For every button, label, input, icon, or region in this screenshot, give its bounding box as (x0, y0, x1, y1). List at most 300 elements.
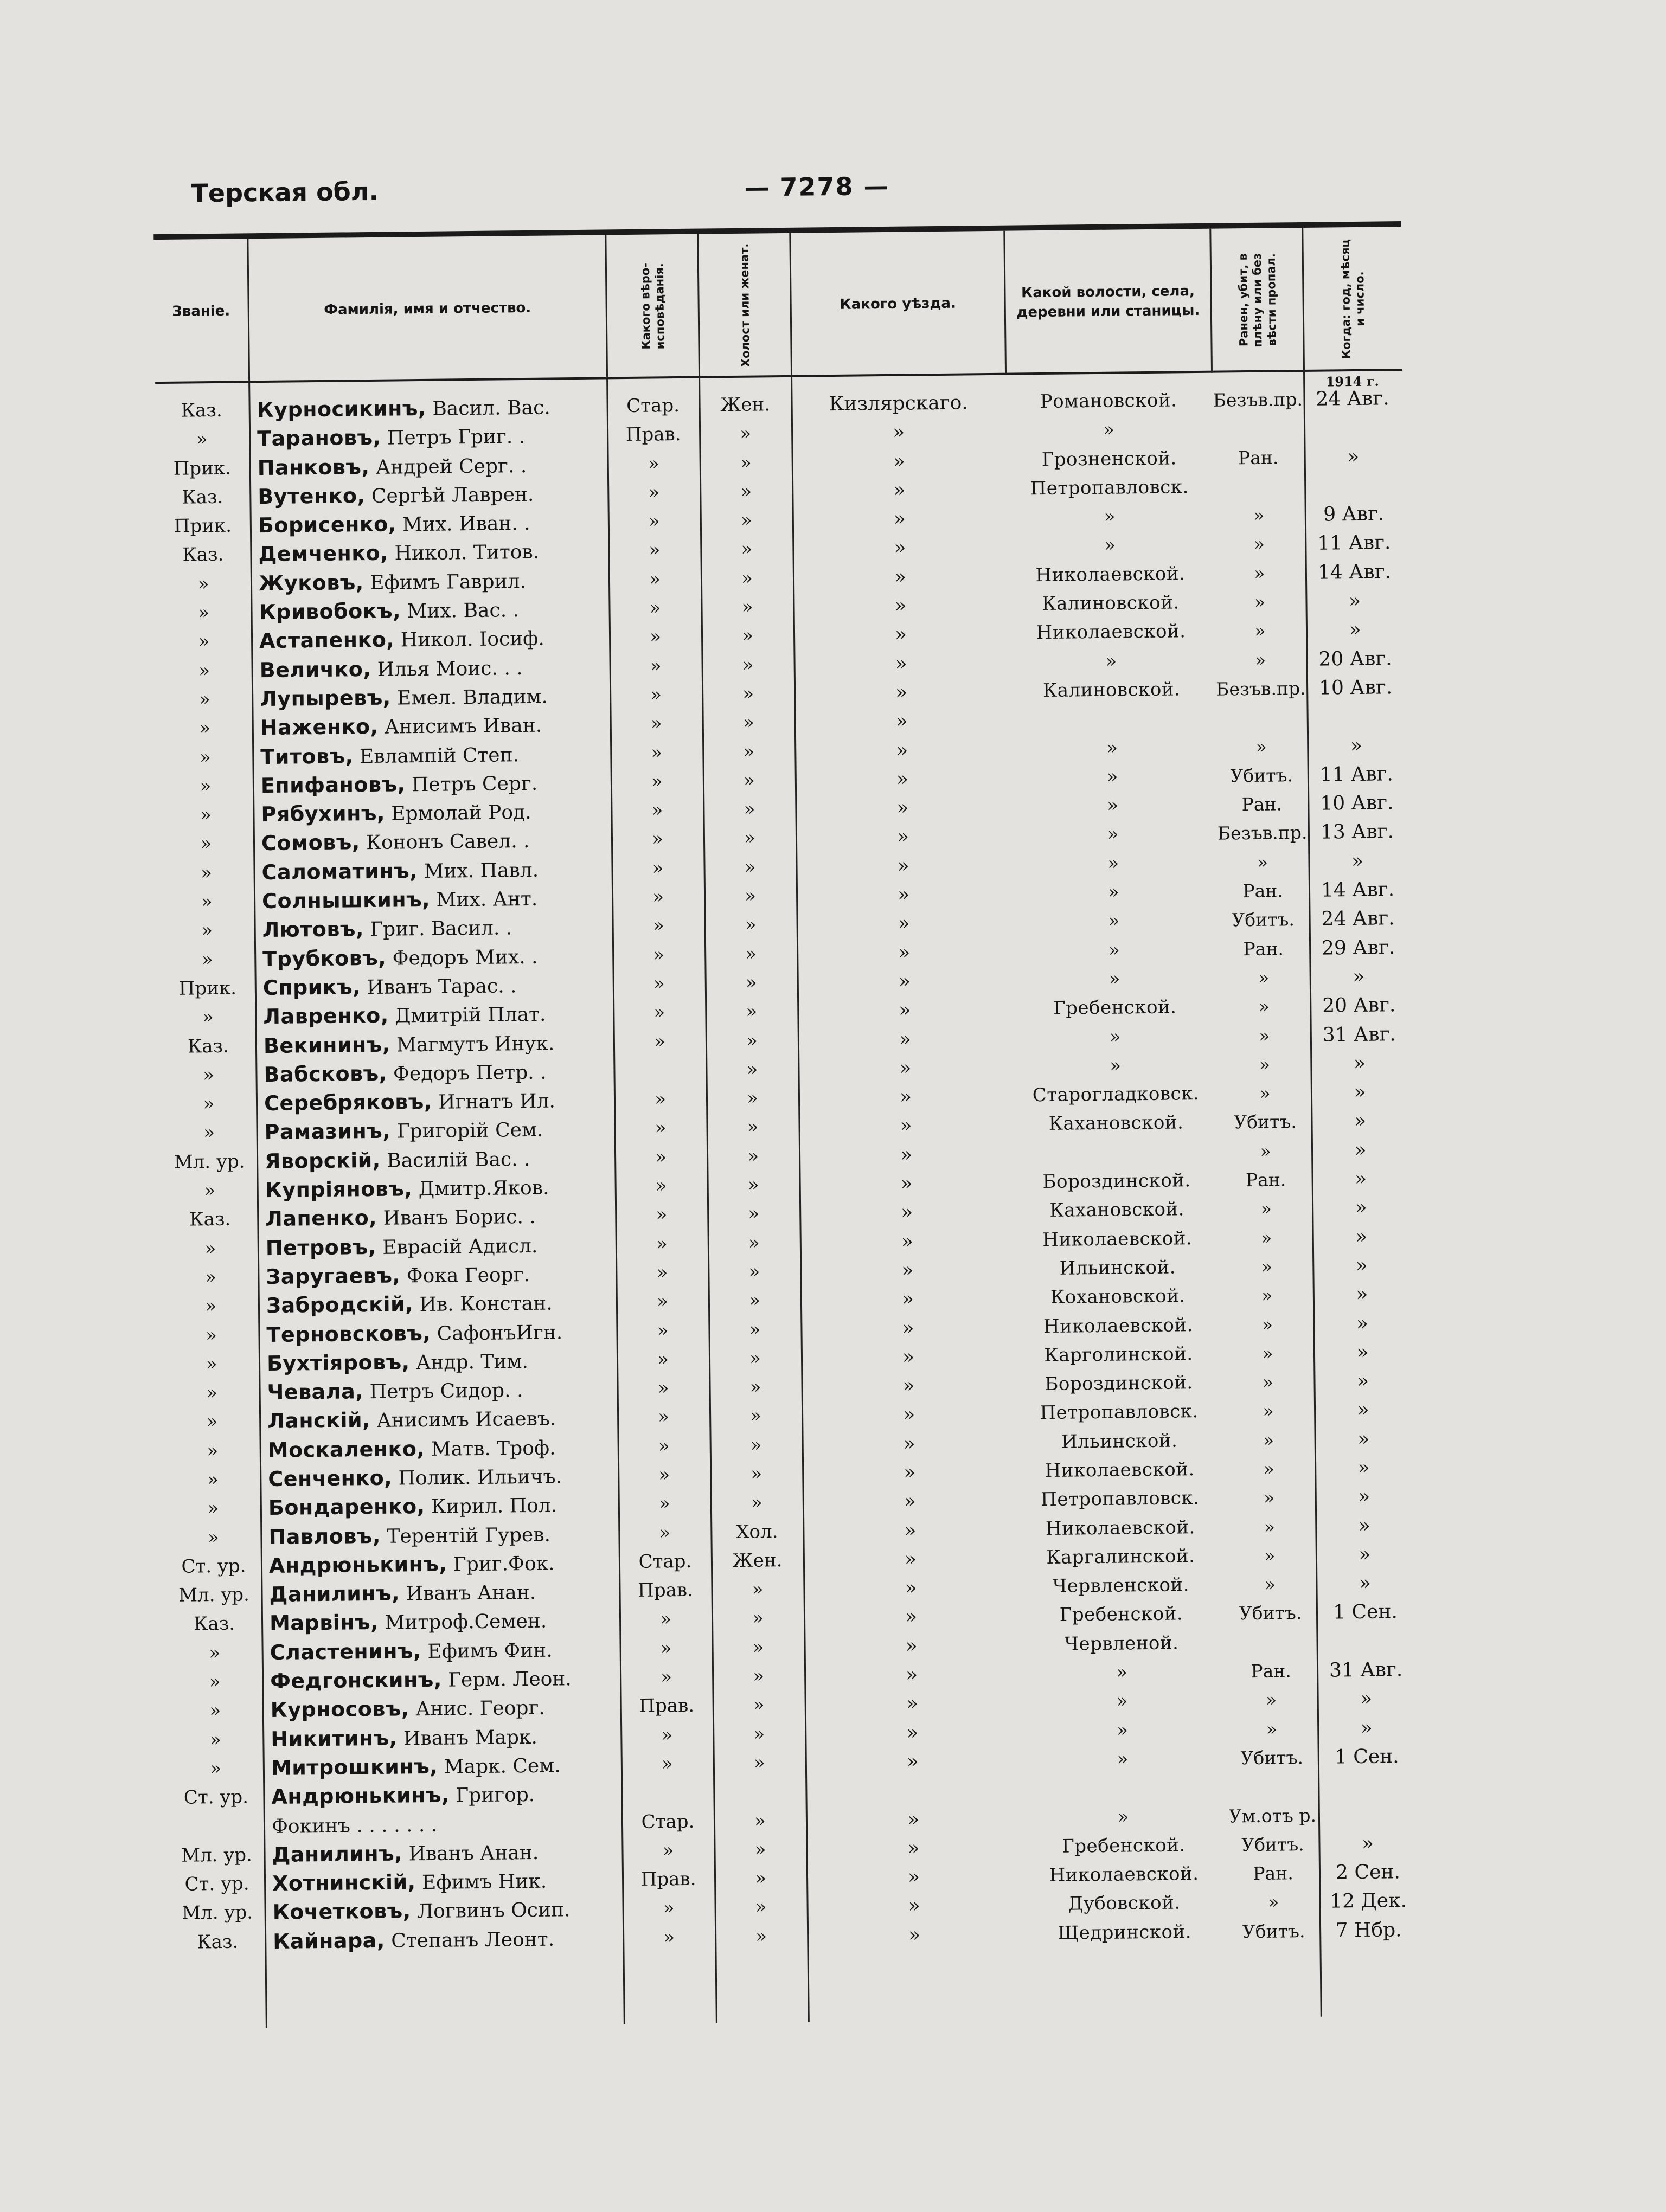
given-names: Иванъ Марк. (403, 1726, 538, 1750)
district-cell: » (907, 1837, 920, 1860)
district-cell: » (898, 941, 911, 964)
rank-cell: » (200, 804, 212, 826)
surname: Марвінъ, (269, 1610, 379, 1636)
given-names: Мих. Иван. . (402, 512, 530, 536)
faith-cell: » (653, 973, 665, 995)
surname: Андрюнькинъ, (271, 1783, 450, 1809)
surname: Федгонскинъ, (270, 1667, 442, 1694)
family-cell: » (747, 1174, 759, 1196)
fate-cell: » (1264, 1516, 1276, 1538)
faith-cell: » (651, 799, 663, 821)
rank-cell: Мл. ур. (174, 1150, 245, 1173)
fate-cell: » (1263, 1458, 1275, 1480)
district-cell: » (906, 1692, 918, 1715)
faith-cell: » (658, 1464, 670, 1486)
volost-cell: Ильинской. (1059, 1256, 1176, 1279)
faith-cell: » (648, 510, 660, 532)
surname: Векининъ, (263, 1032, 390, 1058)
district-cell: » (896, 796, 909, 819)
fate-cell: Убитъ. (1234, 1111, 1297, 1133)
date-cell: 24 Авг. (1321, 907, 1395, 930)
faith-cell: Прав. (637, 1579, 694, 1602)
fate-cell: » (1254, 649, 1266, 671)
faith-cell: » (659, 1608, 672, 1630)
family-cell: » (754, 1838, 766, 1861)
rank-cell: » (199, 717, 211, 740)
rank-cell: » (209, 1700, 221, 1722)
fate-cell: Убитъ. (1230, 764, 1293, 787)
family-cell: » (741, 567, 753, 589)
name-cell (266, 1924, 622, 1957)
fate-cell: » (1258, 967, 1270, 988)
given-names: Иванъ Борис. . (383, 1206, 536, 1230)
faith-cell: Прав. (640, 1868, 696, 1891)
volost-cell: » (1108, 910, 1120, 933)
date-cell: 31 Авг. (1329, 1658, 1403, 1682)
family-cell: » (751, 1463, 762, 1485)
surname: Митрошкинъ, (271, 1754, 438, 1780)
district-cell: » (896, 739, 908, 762)
given-names: Андр. Тим. (415, 1350, 529, 1374)
district-cell: » (906, 1750, 919, 1773)
rank-cell: » (198, 659, 210, 681)
given-names: Илья Моис. . . (377, 657, 523, 681)
volost-cell: » (1116, 1690, 1129, 1713)
family-cell: » (744, 827, 756, 850)
family-cell: » (741, 596, 753, 618)
date-cell: 31 Авг. (1322, 1023, 1396, 1046)
faith-cell: » (663, 1926, 675, 1949)
fate-cell: Ран. (1241, 793, 1283, 815)
given-names: Герм. Леон. (448, 1668, 572, 1692)
given-names: Фока Георг. (406, 1263, 530, 1288)
name-cell (254, 797, 610, 830)
column-header-date-label: Когда: год, мѣсяц и число. (1338, 239, 1367, 359)
rank-cell: » (200, 861, 213, 884)
district-cell: » (905, 1605, 918, 1629)
name-cell (264, 1721, 620, 1754)
fate-cell: » (1262, 1342, 1273, 1364)
surname: Жуковъ, (258, 570, 364, 595)
date-cell: 12 Дек. (1329, 1889, 1407, 1913)
given-names: Фокинъ . . . . . . . (271, 1814, 438, 1838)
given-names: Никол. Іосиф. (400, 628, 544, 652)
name-cell (261, 1461, 617, 1494)
faith-cell: » (657, 1319, 669, 1342)
column-header-date (1303, 229, 1402, 369)
volost-cell: Грозненской. (1041, 447, 1177, 471)
family-cell: » (746, 1058, 758, 1081)
district-cell: » (897, 883, 910, 906)
family-cell: » (740, 480, 752, 503)
date-cell: » (1356, 1369, 1369, 1393)
name-cell (260, 1346, 616, 1379)
name-cell (261, 1432, 617, 1465)
casualty-table-body (155, 384, 1419, 1957)
rank-cell: » (200, 775, 212, 798)
district-cell: » (902, 1317, 914, 1340)
district-cell: » (894, 537, 906, 560)
date-cell: 20 Авг. (1318, 647, 1392, 671)
faith-cell: Прав. (639, 1695, 695, 1718)
family-cell: » (740, 452, 752, 474)
given-names: Андрей Серг. . (375, 454, 527, 479)
rank-cell: » (207, 1526, 220, 1548)
surname: Москаленко, (267, 1436, 425, 1462)
family-cell: » (750, 1434, 762, 1456)
volost-cell: Гребенской. (1053, 996, 1177, 1020)
family-cell: » (752, 1636, 764, 1658)
name-cell (258, 1085, 613, 1118)
volost-cell: Щедринской. (1058, 1920, 1192, 1944)
district-cell: » (896, 826, 909, 848)
given-names: Дмитрій Плат. (394, 1003, 546, 1027)
given-names: Анис. Георг. (415, 1697, 545, 1721)
family-cell: » (747, 1116, 759, 1139)
surname: Вутенко, (258, 483, 366, 509)
volost-cell: Романовской. (1040, 389, 1177, 413)
date-cell: » (1351, 850, 1364, 872)
family-cell: » (746, 1030, 758, 1052)
family-cell: Жен. (720, 394, 771, 416)
family-cell: » (746, 1000, 758, 1023)
rank-cell: » (210, 1757, 222, 1780)
name-cell (252, 565, 608, 599)
given-names: Иванъ Анан. (408, 1841, 539, 1866)
surname: Курносикинъ, (257, 396, 427, 422)
surname: Сенченко, (268, 1465, 393, 1491)
family-cell: » (745, 914, 757, 936)
given-names: Ив. Констан. (419, 1292, 553, 1316)
name-cell (259, 1259, 615, 1292)
name-cell (264, 1663, 619, 1696)
family-cell: » (741, 625, 754, 647)
given-names: Мих. Вас. . (407, 599, 520, 623)
date-cell: » (1357, 1399, 1369, 1422)
faith-cell: » (657, 1348, 669, 1371)
fate-cell: » (1263, 1429, 1274, 1451)
fate-cell: Убитъ. (1232, 909, 1295, 931)
date-cell: » (1356, 1341, 1369, 1364)
name-cell (262, 1548, 618, 1581)
family-cell: » (755, 1925, 767, 1947)
volost-cell: Кахановской. (1048, 1111, 1184, 1135)
volost-cell: » (1107, 852, 1119, 874)
fate-cell: » (1264, 1545, 1276, 1566)
given-names: Марк. Сем. (444, 1754, 561, 1778)
name-cell (251, 421, 606, 454)
faith-cell: » (653, 1001, 665, 1024)
date-cell: » (1348, 589, 1361, 613)
rank-cell: » (206, 1411, 218, 1433)
fate-cell: » (1260, 1140, 1271, 1162)
volost-cell: Калиновской. (1042, 678, 1181, 702)
fate-cell: » (1259, 1053, 1271, 1075)
faith-cell: » (651, 741, 663, 764)
volost-cell: » (1117, 1806, 1130, 1828)
date-cell: » (1359, 1543, 1371, 1566)
family-cell: » (749, 1347, 761, 1369)
surname: Солнышкинъ, (261, 887, 431, 914)
name-cell (257, 970, 612, 1003)
faith-cell: » (655, 1175, 667, 1197)
fate-cell: » (1254, 591, 1266, 613)
given-names: Федоръ Мих. . (392, 946, 538, 970)
volost-cell: Карголинской. (1044, 1342, 1193, 1366)
fate-cell: Ран. (1243, 938, 1284, 960)
name-cell (253, 652, 608, 685)
surname: Никитинъ, (271, 1726, 398, 1751)
family-cell: » (747, 1145, 759, 1167)
column-header-fate (1211, 230, 1303, 370)
given-names: Петръ Серг. (411, 772, 538, 796)
faith-cell: » (660, 1637, 672, 1660)
given-names: Василій Вас. . (386, 1148, 530, 1172)
family-cell: » (742, 683, 754, 705)
name-cell (258, 1115, 613, 1148)
name-cell (262, 1490, 618, 1523)
family-cell: » (753, 1752, 765, 1774)
surname: Серебряковъ, (264, 1089, 432, 1116)
rank-cell: » (197, 573, 209, 595)
given-names: Ермолай Род. (391, 801, 531, 825)
faith-cell: » (656, 1204, 668, 1226)
column-header-family (699, 236, 791, 375)
rank-cell: » (198, 689, 210, 711)
rank-cell: » (203, 1122, 215, 1144)
surname: Лавренко, (263, 1003, 389, 1029)
volost-cell: » (1117, 1748, 1129, 1770)
faith-cell: » (652, 886, 664, 908)
given-names: Кононъ Савел. . (366, 830, 530, 854)
date-cell: 11 Авг. (1319, 763, 1394, 786)
rank-cell: » (207, 1468, 219, 1491)
faith-cell: » (656, 1262, 668, 1284)
faith-cell: » (649, 539, 661, 562)
district-cell: » (908, 1924, 921, 1946)
surname: Сомовъ, (261, 830, 360, 856)
date-cell: 2 Сен. (1335, 1861, 1401, 1884)
volost-cell: Гребенской. (1062, 1834, 1186, 1857)
fate-cell: Ран. (1242, 880, 1283, 902)
district-cell: » (901, 1288, 914, 1310)
faith-cell: » (649, 568, 661, 590)
surname: Вабсковъ, (264, 1061, 387, 1086)
rank-cell: » (209, 1671, 221, 1693)
fate-cell: » (1261, 1314, 1273, 1335)
district-cell: » (900, 1143, 913, 1166)
fate-cell: Ран. (1251, 1660, 1292, 1682)
rank-cell: » (204, 1266, 217, 1289)
rank-cell: » (204, 1180, 216, 1202)
district-cell: » (894, 594, 907, 617)
surname: Кочетковъ, (272, 1899, 411, 1925)
family-cell: » (743, 741, 755, 763)
faith-cell: » (661, 1753, 673, 1775)
date-cell: 10 Авг. (1318, 676, 1393, 699)
name-cell (263, 1606, 619, 1639)
date-cell: » (1353, 1052, 1366, 1075)
fate-cell: » (1255, 736, 1267, 757)
volost-cell: Кохановской. (1050, 1285, 1186, 1309)
given-names: Емел. Владим. (396, 685, 548, 710)
name-cell (254, 768, 610, 801)
date-cell: 1 Сен. (1334, 1745, 1399, 1769)
date-cell: » (1356, 1283, 1368, 1306)
given-names: Ефимъ Фин. (427, 1639, 553, 1663)
name-cell (258, 1172, 614, 1205)
volost-cell: » (1107, 881, 1120, 903)
surname: Лютовъ, (262, 917, 364, 942)
date-cell: » (1354, 1110, 1367, 1133)
surname: Яворскій, (264, 1148, 381, 1173)
faith-cell: » (653, 1030, 666, 1053)
date-cell: » (1357, 1427, 1370, 1450)
family-cell: » (744, 885, 757, 907)
family-cell: » (752, 1607, 764, 1630)
family-cell: » (753, 1723, 765, 1745)
name-cell (254, 710, 610, 743)
family-cell: » (749, 1376, 761, 1398)
surname: Чевала, (267, 1379, 364, 1405)
date-cell: » (1352, 965, 1365, 988)
family-cell: » (740, 422, 752, 445)
name-cell (264, 1693, 620, 1726)
fate-cell: » (1260, 1198, 1272, 1220)
volost-cell: Бороздинской. (1045, 1372, 1193, 1396)
fate-cell: Убитъ. (1242, 1920, 1305, 1943)
family-cell: » (746, 1087, 759, 1109)
date-cell: » (1354, 1167, 1367, 1191)
name-cell (255, 854, 611, 888)
surname: Демченко, (258, 541, 389, 567)
year-note: 1914 г. (1325, 373, 1379, 390)
volost-cell: Петропавловск. (1040, 1487, 1200, 1511)
name-cell (262, 1577, 618, 1610)
district-cell: » (901, 1259, 914, 1282)
date-cell: 10 Авг. (1320, 792, 1394, 815)
name-cell (261, 1404, 617, 1437)
fate-cell: » (1254, 620, 1266, 642)
given-names: Сергѣй Лаврен. (371, 483, 534, 507)
given-names: Васил. Вас. (432, 396, 550, 420)
rank-cell: » (199, 746, 211, 768)
surname: Саломатинъ, (261, 858, 418, 884)
volost-cell: » (1107, 824, 1119, 846)
name-cell (259, 1230, 615, 1263)
district-cell: » (903, 1432, 915, 1455)
date-cell: » (1356, 1312, 1369, 1335)
given-names: Терентій Гурев. (387, 1523, 551, 1548)
name-cell (252, 508, 607, 541)
family-cell: » (753, 1665, 765, 1687)
fate-cell: » (1264, 1573, 1276, 1595)
rank-cell: Мл. ур. (182, 1901, 253, 1925)
surname: Бондаренко, (268, 1494, 425, 1520)
rank-cell: » (206, 1353, 217, 1375)
district-cell: » (902, 1374, 915, 1397)
volost-cell: Николаевской. (1049, 1863, 1199, 1887)
given-names: Матв. Троф. (431, 1437, 556, 1461)
name-cell (251, 450, 607, 483)
date-cell: » (1355, 1197, 1367, 1219)
fate-cell: Ран. (1245, 1169, 1286, 1191)
district-cell: » (907, 1866, 920, 1888)
rank-cell: » (197, 602, 210, 624)
district-cell: » (895, 652, 907, 675)
given-names: Григор. (456, 1784, 535, 1807)
district-cell: » (900, 1115, 912, 1137)
surname: Бухтіяровъ, (266, 1350, 410, 1375)
faith-cell: » (651, 828, 664, 851)
fate-cell: » (1259, 1025, 1270, 1046)
volost-cell: Николаевской. (1042, 1227, 1193, 1251)
volost-cell: » (1108, 939, 1120, 961)
volost-cell: » (1110, 1054, 1122, 1077)
rank-cell: » (207, 1439, 219, 1462)
volost-cell: Николаевской. (1045, 1458, 1195, 1482)
date-cell: » (1358, 1486, 1370, 1508)
faith-cell: » (655, 1146, 667, 1168)
volost-cell: Червленой. (1064, 1632, 1179, 1655)
rank-cell: Прик. (178, 977, 237, 1000)
district-cell: » (895, 710, 908, 733)
date-cell: » (1355, 1225, 1368, 1248)
faith-cell: » (652, 857, 664, 879)
family-cell: » (755, 1896, 767, 1919)
faith-cell: » (659, 1521, 671, 1544)
volost-cell: » (1104, 535, 1116, 557)
family-cell: » (744, 798, 755, 820)
volost-cell: Калиновской. (1042, 591, 1180, 615)
name-cell (257, 999, 612, 1032)
family-cell: » (751, 1491, 762, 1514)
family-cell: » (745, 943, 757, 965)
faith-cell: » (657, 1377, 669, 1399)
family-cell: » (748, 1261, 760, 1283)
rank-cell: » (198, 631, 210, 653)
surname: Петровъ, (265, 1234, 377, 1260)
surname: Сластенинъ, (270, 1638, 422, 1664)
surname: Заругаевъ, (266, 1263, 401, 1289)
name-cell (251, 479, 607, 512)
date-cell: 24 Авг. (1316, 387, 1389, 410)
surname: Тарановъ, (257, 426, 381, 451)
faith-cell: » (656, 1232, 668, 1255)
volost-cell: Каргалинской. (1046, 1545, 1195, 1568)
family-cell: Хол. (736, 1520, 778, 1543)
date-cell: 29 Авг. (1321, 936, 1395, 960)
district-cell: » (905, 1577, 917, 1599)
surname: Терновсковъ, (266, 1321, 431, 1347)
family-cell: » (745, 972, 757, 994)
fate-cell: » (1261, 1284, 1273, 1307)
rank-cell: Каз. (187, 1035, 229, 1058)
date-cell: » (1354, 1081, 1366, 1104)
date-cell: » (1347, 445, 1360, 468)
name-cell (259, 1201, 614, 1234)
date-cell: » (1357, 1456, 1370, 1479)
district-cell: » (897, 854, 909, 877)
surname: Купріяновъ, (265, 1176, 413, 1203)
given-names: Мих. Ант. (436, 888, 538, 911)
date-cell: » (1350, 734, 1362, 757)
rank-cell: » (196, 428, 208, 451)
district-cell: » (902, 1346, 915, 1368)
given-names: СафонъИгн. (437, 1321, 563, 1345)
district-cell: » (899, 1028, 912, 1051)
district-cell: » (898, 912, 910, 935)
